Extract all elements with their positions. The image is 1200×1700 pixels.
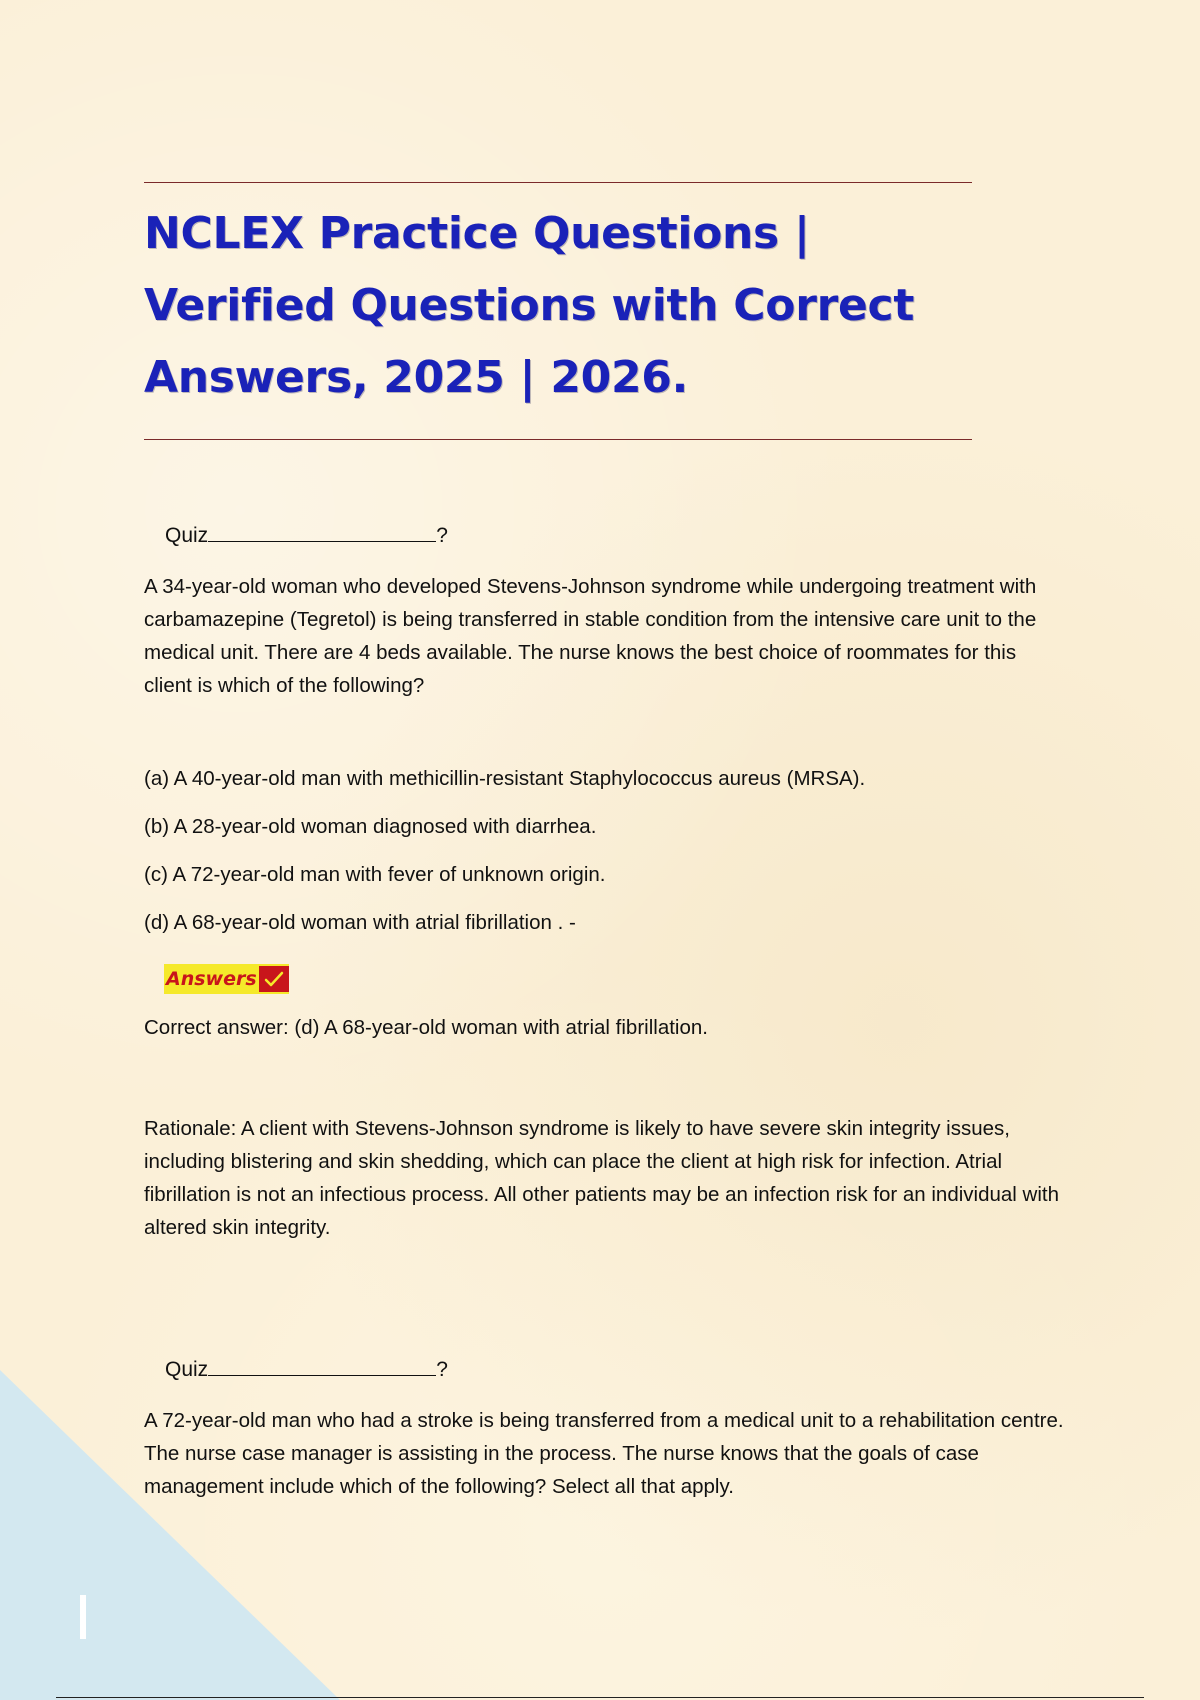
quiz-label-1 (165, 524, 448, 548)
question-1-text: A 34-year-old woman who developed Stevens-Johnson syndrome while undergoing treatment with carbamazepine (Tegretol) is being transferred in stable condition from the intensive care unit to the medical unit. There are 4 beds available. The nurse knows the best choice of roommates for this client is which of the following? (144, 575, 1037, 697)
answers-badge (164, 964, 289, 994)
quiz-label-suffix: ? (436, 1358, 448, 1381)
answers-badge-label: Answers (166, 968, 257, 990)
corner-decoration (0, 1370, 340, 1700)
document-title: NCLEX Practice Questions | Verified Questions with Correct Answers, 2025 | 2026. (144, 208, 915, 403)
option-c: (c) A 72-year-old man with fever of unknown origin. (144, 863, 606, 886)
page-bottom-rule (56, 1697, 1144, 1698)
quiz-label-suffix: ? (436, 524, 448, 547)
checkmark-icon (259, 966, 289, 992)
answer-blank (208, 540, 436, 542)
question-2-text: A 72-year-old man who had a stroke is being transferred from a medical unit to a rehabilitation centre. The nurse case manager is assisting in the process. The nurse knows that the goals of case management include which of the following? Select all that apply. (144, 1409, 1064, 1498)
quiz-label-text: Quiz (165, 1358, 209, 1381)
rationale-text: Rationale: A client with Stevens-Johnson syndrome is likely to have severe skin integrity issues, including blistering and skin shedding, which can place the client at high risk for infection. Atrial fibrillation is not an infectious process. All other patients may be an infection risk for an individual with altered skin integrity. (144, 1117, 1060, 1239)
option-a: (a) A 40-year-old man with methicillin-resistant Staphylococcus aureus (MRSA). (144, 767, 866, 790)
title-top-rule (144, 182, 972, 183)
title-bottom-rule (144, 439, 972, 440)
option-d: (d) A 68-year-old woman with atrial fibrillation . - (144, 911, 576, 934)
option-b: (b) A 28-year-old woman diagnosed with diarrhea. (144, 815, 597, 838)
quiz-label-text: Quiz (165, 524, 209, 547)
correct-answer: Correct answer: (d) A 68-year-old woman with atrial fibrillation. (144, 1016, 708, 1039)
